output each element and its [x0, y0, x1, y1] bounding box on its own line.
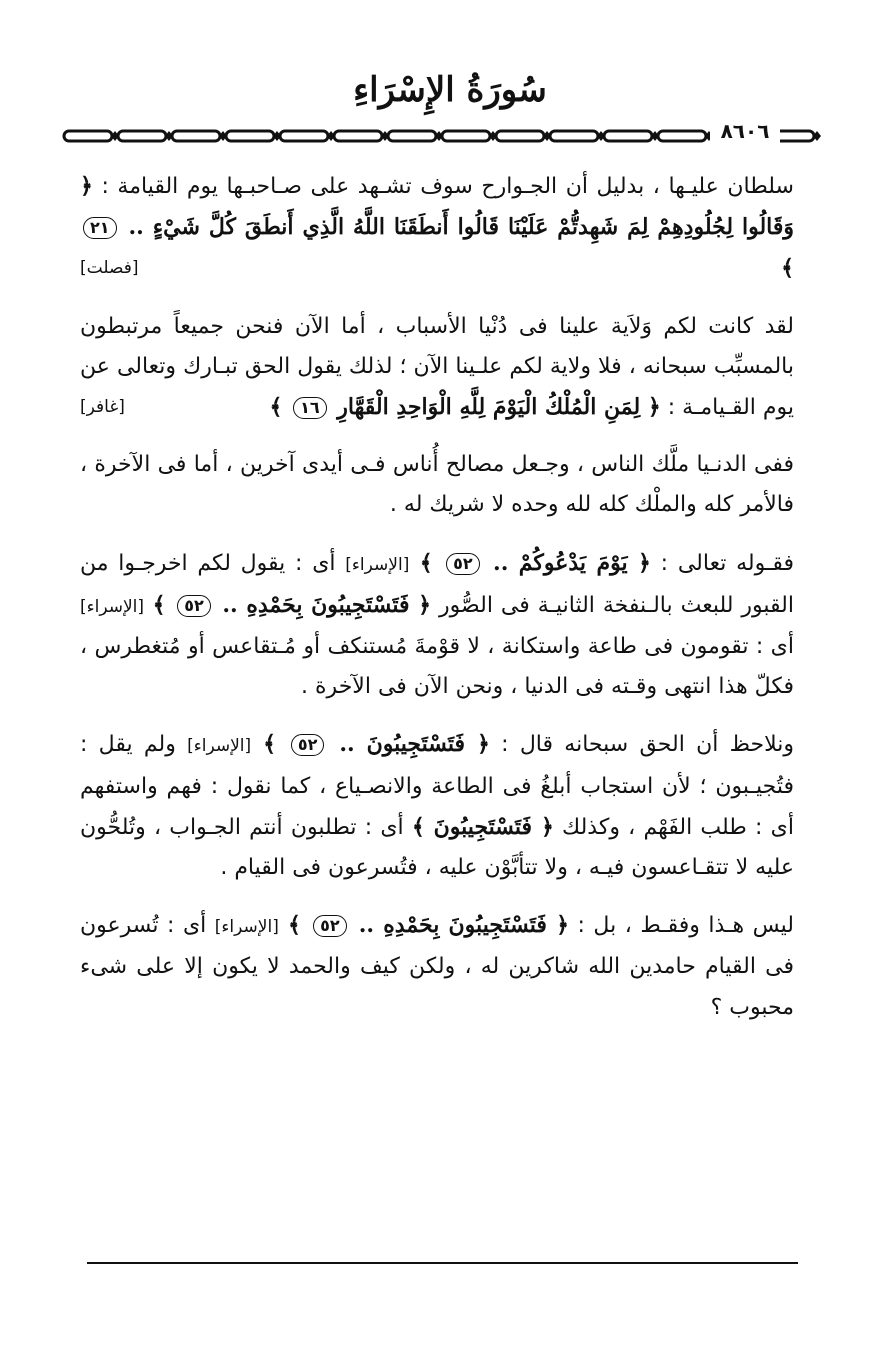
verse-close-bracket: ﴾: [269, 394, 291, 421]
body-text: [80, 166, 794, 1045]
surah-title: سُورَةُ الإِسْرَاءِ: [353, 70, 547, 110]
surah-reference: [فصلت]: [80, 258, 139, 279]
verse-close-bracket: ﴾: [278, 912, 311, 939]
surah-reference: [الإسراء]: [80, 596, 145, 617]
quran-verse: ﴿ فَتَسْتَجِيبُونَ ..: [327, 731, 490, 758]
ayah-number: ٥٢: [446, 553, 480, 575]
quran-verse: ﴿ يَوْمَ يَدْعُوكُمْ ..: [482, 549, 651, 576]
footnote-divider: [87, 1262, 798, 1264]
text: ولم يقل : فتُجيـبون ؛ لأن استجاب أبلغُ فى الطاعة والانصـياع ، كما نقول : فهم واستفهم أى : طلب الفَهْم ، وكذلك: [80, 732, 794, 840]
text: أى : يقول لكم اخرجـوا من القبور للبعث بالـنفخة الثانيـة فى الصُّور: [80, 550, 794, 618]
ayah-number: ٥٢: [291, 734, 325, 756]
text: لقد كانت لكم وَلاَية علينا فى دُنْيا الأسباب ، أما الآن فنحن جميعاً مرتبطون بالمسبِّب سبحانه ، فلا ولاية لكم علـينا الآن ؛ لذلك يقول الحق تبـارك وتعالى عن يوم القـيامـة :: [80, 313, 794, 421]
ayah-number: ٥٢: [313, 915, 347, 937]
page-number: ٨٦٠٦: [710, 119, 780, 143]
ayah-number: ٢١: [83, 217, 117, 239]
paragraph-6: [80, 905, 794, 1028]
verse-close-bracket: ﴾: [781, 255, 794, 282]
text: ليس هـذا وفقـط ، بل :: [569, 913, 795, 939]
quran-verse: ﴿ وَقَالُوا لِجُلُودِهِمْ لِمَ شَهِدتُّمْ عَلَيْنَا قَالُوا أَنطَقَنَا اللَّهُ الَّذِي أَنطَقَ كُلَّ شَيْءٍ ..: [80, 173, 794, 241]
text: ففى الدنـيا ملَّك الناس ، وجـعل مصالح أُناس فـى أيدى آخرين ، أما فى الآخرة ، فالأمر كله والملْك كله لله وحده لا شريك له .: [80, 452, 794, 518]
quran-verse: ﴿ فَتَسْتَجِيبُونَ بِحَمْدِهِ ..: [349, 912, 570, 939]
text: ونلاحظ أن الحق سبحانه قال :: [489, 732, 794, 758]
text: أى : تُسرعون فى القيام حامدين الله شاكرين له ، ولكن كيف والحمد لا يكون إلا على شىء محبوب ؟: [80, 913, 794, 1020]
quran-verse: ﴿ فَتَسْتَجِيبُونَ ﴾: [411, 813, 554, 840]
surah-reference: [الإسراء]: [345, 554, 410, 575]
paragraph-5: [80, 724, 794, 888]
verse-close-bracket: ﴾: [144, 591, 175, 618]
verse-close-bracket: ﴾: [251, 731, 288, 758]
quran-verse: ﴿ لِمَنِ الْمُلْكُ الْيَوْمَ لِلَّهِ الْوَاحِدِ الْقَهَّارِ: [329, 394, 661, 421]
surah-reference: [الإسراء]: [214, 917, 279, 938]
text: أى : تطلبون أنتم الجـواب ، وتُلحُّون عليه لا تتقـاعسون فيـه ، ولا تتأبَّوْن عليه ، فتُسرعون فى القيام .: [80, 814, 794, 881]
paragraph-3: [80, 445, 794, 525]
verse-close-bracket: ﴾: [409, 549, 444, 576]
surah-reference: [غافر]: [80, 397, 125, 418]
text: أى : تقومون فى طاعة واستكانة ، لا قوْمةَ مُستنكف أو مُـتقاعس أو مُتغطرس ، فكلّ هذا انتهى وقـته فى الدنيا ، ونحن الآن فى الآخرة .: [80, 634, 794, 700]
text: سلطان عليـها ، بدليل أن الجـوارح سوف تشـهد على صـاحبـها يوم القيامة :: [92, 174, 794, 199]
paragraph-4: [80, 543, 794, 708]
ayah-number: ٥٢: [177, 595, 211, 617]
paragraph-2: [80, 307, 794, 429]
surah-reference: [الإسراء]: [187, 736, 252, 757]
text: فقـوله تعالى :: [650, 550, 795, 576]
paragraph-1: [80, 166, 794, 290]
ayah-number: ١٦: [293, 397, 327, 419]
quran-verse: ﴿ فَتَسْتَجِيبُونَ بِحَمْدِهِ ..: [213, 591, 432, 618]
